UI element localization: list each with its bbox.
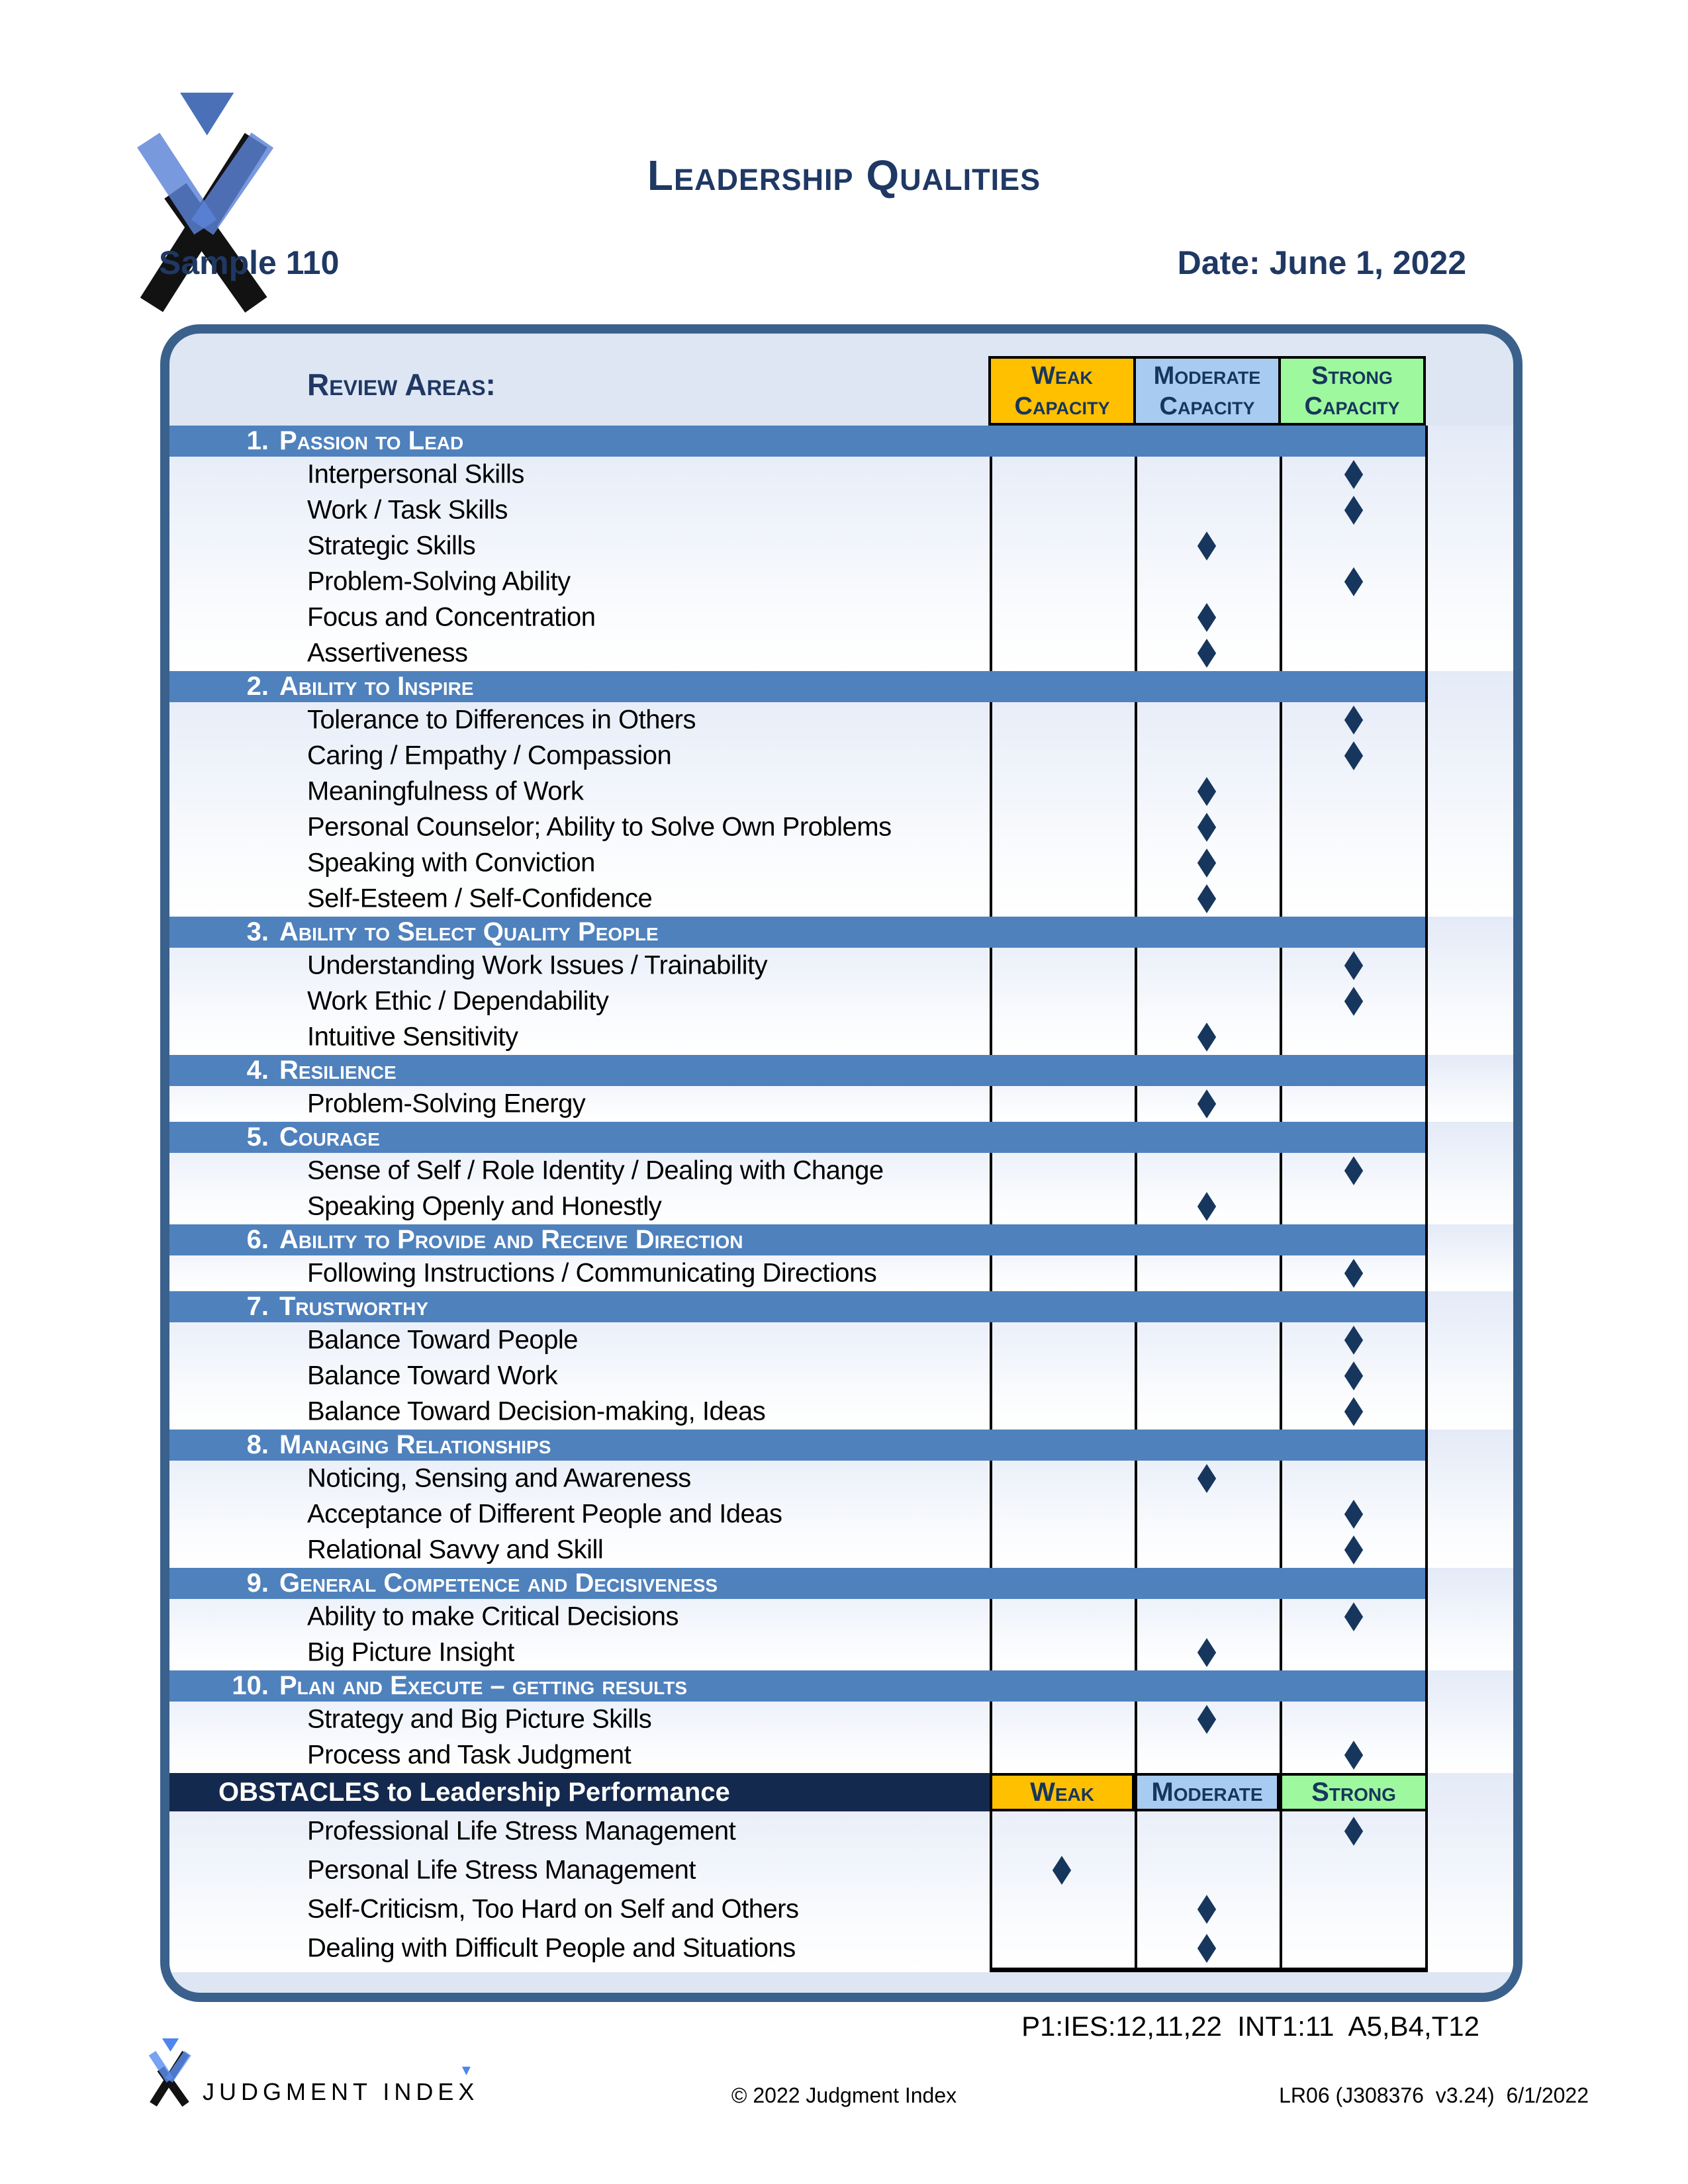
section-title: Ability to Select Quality People bbox=[279, 917, 659, 946]
table-row bbox=[169, 1929, 1513, 1968]
grid-cell-moderate bbox=[1135, 1394, 1280, 1430]
table-row bbox=[169, 528, 1513, 564]
grid-cell-weak bbox=[990, 1322, 1135, 1358]
grid-cell-moderate bbox=[1135, 738, 1280, 774]
section-bar bbox=[169, 1568, 1428, 1599]
section-number: 4. bbox=[246, 1056, 269, 1085]
section-bar bbox=[169, 1122, 1428, 1153]
section-band-1 bbox=[169, 426, 1513, 671]
section-bar bbox=[169, 1670, 1428, 1702]
section-bar bbox=[169, 426, 1428, 457]
section-band-2 bbox=[169, 671, 1513, 917]
table-row bbox=[169, 1850, 1513, 1889]
row-label: Tolerance to Differences in Others bbox=[307, 705, 696, 735]
table-row bbox=[169, 492, 1513, 528]
section-title: Ability to Provide and Receive Direction bbox=[279, 1225, 743, 1254]
grid-cell-weak bbox=[990, 1635, 1135, 1670]
panel-head bbox=[169, 334, 1513, 426]
grid-cell-weak bbox=[990, 774, 1135, 809]
capacity-box-line2: Capacity bbox=[1159, 392, 1255, 420]
footer bbox=[0, 2038, 1688, 2144]
row-label: Assertiveness bbox=[307, 638, 468, 668]
table-row bbox=[169, 1635, 1513, 1670]
score-line: P1:IES:12,11,22 INT1:11 A5,B4,T12 bbox=[1021, 2011, 1479, 2042]
grid-cell-strong bbox=[1280, 1850, 1428, 1889]
grid-cell-strong bbox=[1280, 1929, 1428, 1968]
obstacles-bar bbox=[169, 1773, 1513, 1811]
section-bar bbox=[169, 1291, 1428, 1322]
grid-cell-weak bbox=[990, 845, 1135, 881]
grid-cell-moderate bbox=[1135, 1322, 1280, 1358]
grid-cell-moderate bbox=[1135, 1599, 1280, 1635]
grid-cell-strong bbox=[1280, 1635, 1428, 1670]
table-row bbox=[169, 1255, 1513, 1291]
grid-cell-weak bbox=[990, 1153, 1135, 1189]
row-label: Following Instructions / Communicating Directions bbox=[307, 1258, 877, 1288]
capacity-box-line1: Strong bbox=[1311, 361, 1393, 390]
version-info: LR06 (J308376 v3.24) 6/1/2022 bbox=[1279, 2083, 1589, 2107]
grid-cell-weak bbox=[990, 1811, 1135, 1850]
row-label: Noticing, Sensing and Awareness bbox=[307, 1463, 691, 1493]
row-label: Professional Life Stress Management bbox=[307, 1816, 736, 1845]
obstacles-header bbox=[169, 1773, 990, 1811]
row-label: Self-Criticism, Too Hard on Self and Others bbox=[307, 1894, 799, 1923]
grid-bottom-border bbox=[990, 1968, 1428, 1972]
row-label: Speaking Openly and Honestly bbox=[307, 1191, 662, 1221]
grid-cell-weak bbox=[990, 948, 1135, 983]
capacity-box-line2: Capacity bbox=[1014, 392, 1110, 420]
row-label: Problem-Solving Energy bbox=[307, 1089, 586, 1118]
table-row bbox=[169, 1461, 1513, 1496]
report-date: Date: June 1, 2022 bbox=[1177, 244, 1466, 281]
section-band-4 bbox=[169, 1055, 1513, 1122]
grid-cell-strong bbox=[1280, 881, 1428, 917]
row-label: Personal Counselor; Ability to Solve Own Problems bbox=[307, 812, 892, 842]
section-title: Resilience bbox=[279, 1056, 397, 1085]
row-label: Work Ethic / Dependability bbox=[307, 986, 609, 1016]
review-panel bbox=[160, 324, 1523, 2002]
row-label: Strategic Skills bbox=[307, 531, 476, 561]
section-number: 6. bbox=[246, 1225, 269, 1254]
table-row bbox=[169, 845, 1513, 881]
grid-cell-weak bbox=[990, 1532, 1135, 1568]
grid-cell-strong bbox=[1280, 809, 1428, 845]
grid-cell-weak bbox=[990, 600, 1135, 635]
grid-cell-weak bbox=[990, 492, 1135, 528]
obstacles-band bbox=[169, 1773, 1513, 1972]
grid-cell-weak bbox=[990, 1929, 1135, 1968]
section-bar bbox=[169, 917, 1428, 948]
row-label: Ability to make Critical Decisions bbox=[307, 1602, 679, 1631]
grid-cell-weak bbox=[990, 1189, 1135, 1224]
grid-cell-moderate bbox=[1135, 983, 1280, 1019]
table-row bbox=[169, 702, 1513, 738]
table-row bbox=[169, 809, 1513, 845]
grid-cell-strong bbox=[1280, 1086, 1428, 1122]
grid-cell-weak bbox=[990, 738, 1135, 774]
grid-cell-weak bbox=[990, 564, 1135, 600]
grid-cell-weak bbox=[990, 1461, 1135, 1496]
obstacles-header-strong: Strong bbox=[1280, 1773, 1428, 1811]
sample-id: Sample 110 bbox=[159, 244, 340, 281]
grid-cell-moderate bbox=[1135, 457, 1280, 492]
section-bar bbox=[169, 1055, 1428, 1086]
grid-cell-moderate bbox=[1135, 702, 1280, 738]
row-label: Problem-Solving Ability bbox=[307, 567, 571, 596]
grid-cell-strong bbox=[1280, 1189, 1428, 1224]
row-label: Strategy and Big Picture Skills bbox=[307, 1704, 652, 1734]
section-bar bbox=[169, 1224, 1428, 1255]
table-row bbox=[169, 1599, 1513, 1635]
table-row bbox=[169, 457, 1513, 492]
row-label: Work / Task Skills bbox=[307, 495, 508, 525]
capacity-box-moderate bbox=[1133, 356, 1281, 426]
table-row bbox=[169, 1189, 1513, 1224]
grid-cell-weak bbox=[990, 1255, 1135, 1291]
table-row bbox=[169, 635, 1513, 671]
page-title: Leadership Qualities bbox=[647, 152, 1041, 199]
grid-cell-strong bbox=[1280, 1702, 1428, 1737]
grid-cell-weak bbox=[990, 1019, 1135, 1055]
table-row bbox=[169, 1702, 1513, 1737]
copyright: © 2022 Judgment Index bbox=[731, 2083, 957, 2107]
capacity-box-line1: Moderate bbox=[1153, 361, 1261, 390]
table-row bbox=[169, 600, 1513, 635]
grid-cell-weak bbox=[990, 1889, 1135, 1929]
row-label: Caring / Empathy / Compassion bbox=[307, 741, 672, 770]
table-row bbox=[169, 1737, 1513, 1773]
section-band-9 bbox=[169, 1568, 1513, 1670]
grid-cell-weak bbox=[990, 457, 1135, 492]
section-number: 5. bbox=[246, 1122, 269, 1152]
grid-cell-strong bbox=[1280, 774, 1428, 809]
section-band-6 bbox=[169, 1224, 1513, 1291]
grid-cell-strong bbox=[1280, 600, 1428, 635]
grid-cell-strong bbox=[1280, 528, 1428, 564]
row-label: Understanding Work Issues / Trainability bbox=[307, 950, 768, 980]
row-label: Interpersonal Skills bbox=[307, 459, 524, 489]
table-row bbox=[169, 738, 1513, 774]
grid-cell-weak bbox=[990, 881, 1135, 917]
grid-cell-strong bbox=[1280, 1461, 1428, 1496]
row-label: Self-Esteem / Self-Confidence bbox=[307, 884, 653, 913]
table-row bbox=[169, 564, 1513, 600]
capacity-box-line1: Weak bbox=[1031, 361, 1093, 390]
grid-cell-strong bbox=[1280, 1019, 1428, 1055]
row-label: Relational Savvy and Skill bbox=[307, 1535, 604, 1565]
grid-cell-weak bbox=[990, 702, 1135, 738]
brand-x-mark-icon: ▾ bbox=[461, 2060, 475, 2079]
table-row bbox=[169, 1496, 1513, 1532]
grid-cell-moderate bbox=[1135, 1532, 1280, 1568]
section-number: 1. bbox=[246, 426, 269, 455]
row-label: Process and Task Judgment bbox=[307, 1740, 632, 1770]
row-label: Meaningfulness of Work bbox=[307, 776, 584, 806]
capacity-box-weak bbox=[988, 356, 1136, 426]
review-areas-label: Review Areas: bbox=[307, 367, 496, 402]
capacity-box-line2: Capacity bbox=[1304, 392, 1400, 420]
section-bar bbox=[169, 671, 1428, 702]
section-number: 2. bbox=[246, 672, 269, 701]
brand-last-letter: X ▾ bbox=[458, 2060, 479, 2105]
table-row bbox=[169, 1153, 1513, 1189]
grid-cell-moderate bbox=[1135, 1811, 1280, 1850]
row-label: Balance Toward Decision-making, Ideas bbox=[307, 1396, 766, 1426]
capacity-box-strong bbox=[1278, 356, 1426, 426]
table-row bbox=[169, 1358, 1513, 1394]
section-title: Plan and Execute – getting results bbox=[279, 1671, 687, 1700]
grid-cell-weak bbox=[990, 1599, 1135, 1635]
row-label: Dealing with Difficult People and Situations bbox=[307, 1933, 796, 1962]
table-row bbox=[169, 1394, 1513, 1430]
row-label: Personal Life Stress Management bbox=[307, 1855, 696, 1884]
table-row bbox=[169, 1322, 1513, 1358]
section-number: 9. bbox=[246, 1569, 269, 1598]
obstacles-header-moderate: Moderate bbox=[1135, 1773, 1280, 1811]
section-title: Passion to Lead bbox=[279, 426, 464, 455]
grid-cell-strong bbox=[1280, 635, 1428, 671]
grid-cell-moderate bbox=[1135, 564, 1280, 600]
section-number: 8. bbox=[246, 1430, 269, 1459]
row-label: Balance Toward People bbox=[307, 1325, 579, 1355]
section-title: General Competence and Decisiveness bbox=[279, 1569, 718, 1598]
grid-cell-weak bbox=[990, 1358, 1135, 1394]
section-band-3 bbox=[169, 917, 1513, 1055]
table-row bbox=[169, 1019, 1513, 1055]
table-row bbox=[169, 1086, 1513, 1122]
grid-cell-moderate bbox=[1135, 1737, 1280, 1773]
section-title: Courage bbox=[279, 1122, 380, 1152]
table-row bbox=[169, 948, 1513, 983]
row-label: Sense of Self / Role Identity / Dealing with Change bbox=[307, 1156, 884, 1185]
row-label: Acceptance of Different People and Ideas bbox=[307, 1499, 782, 1529]
grid-cell-weak bbox=[990, 528, 1135, 564]
obstacles-header-weak: Weak bbox=[990, 1773, 1135, 1811]
grid-cell-strong bbox=[1280, 845, 1428, 881]
grid-cell-weak bbox=[990, 635, 1135, 671]
row-label: Big Picture Insight bbox=[307, 1637, 514, 1667]
row-label: Intuitive Sensitivity bbox=[307, 1022, 518, 1052]
grid-cell-weak bbox=[990, 809, 1135, 845]
grid-cell-moderate bbox=[1135, 1358, 1280, 1394]
grid-cell-moderate bbox=[1135, 948, 1280, 983]
section-number: 7. bbox=[246, 1292, 269, 1321]
row-label: Balance Toward Work bbox=[307, 1361, 558, 1390]
grid-cell-weak bbox=[990, 983, 1135, 1019]
section-title: Managing Relationships bbox=[279, 1430, 551, 1459]
obstacles-title: OBSTACLES to Leadership Performance bbox=[218, 1777, 730, 1807]
table-row bbox=[169, 1889, 1513, 1929]
section-band-5 bbox=[169, 1122, 1513, 1224]
grid-cell-weak bbox=[990, 1702, 1135, 1737]
table-row bbox=[169, 881, 1513, 917]
grid-cell-moderate bbox=[1135, 1496, 1280, 1532]
grid-cell-weak bbox=[990, 1496, 1135, 1532]
grid-cell-weak bbox=[990, 1394, 1135, 1430]
grid-cell-strong bbox=[1280, 1889, 1428, 1929]
grid-cell-moderate bbox=[1135, 1255, 1280, 1291]
grid-cell-moderate bbox=[1135, 1850, 1280, 1889]
section-band-10 bbox=[169, 1670, 1513, 1773]
table-row bbox=[169, 1811, 1513, 1850]
brand-name: JUDGMENT INDEX ▾ bbox=[203, 2060, 479, 2105]
section-number: 3. bbox=[246, 917, 269, 946]
table-row bbox=[169, 774, 1513, 809]
grid-cell-moderate bbox=[1135, 1153, 1280, 1189]
section-band-7 bbox=[169, 1291, 1513, 1430]
section-number: 10. bbox=[232, 1671, 269, 1700]
row-label: Speaking with Conviction bbox=[307, 848, 595, 878]
section-band-8 bbox=[169, 1430, 1513, 1568]
grid-cell-moderate bbox=[1135, 492, 1280, 528]
header-sub-row bbox=[159, 244, 1466, 283]
table-row bbox=[169, 983, 1513, 1019]
section-bar bbox=[169, 1430, 1428, 1461]
section-title: Trustworthy bbox=[279, 1292, 429, 1321]
grid-cell-weak bbox=[990, 1086, 1135, 1122]
grid-cell-weak bbox=[990, 1737, 1135, 1773]
row-label: Focus and Concentration bbox=[307, 602, 596, 632]
section-title: Ability to Inspire bbox=[279, 672, 474, 701]
table-row bbox=[169, 1532, 1513, 1568]
